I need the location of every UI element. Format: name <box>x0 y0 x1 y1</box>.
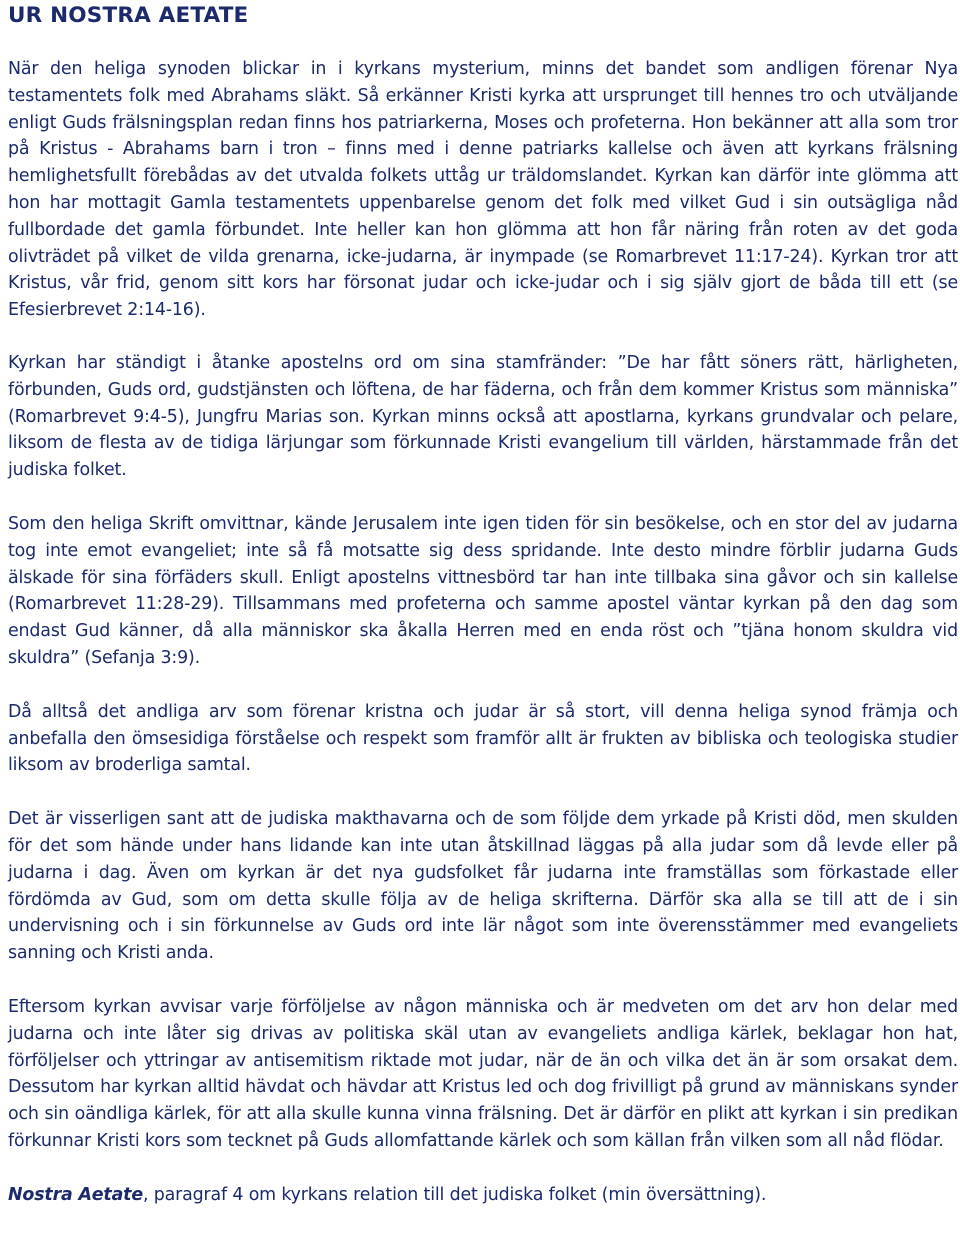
paragraph-1: När den heliga synoden blickar in i kyrkans mysterium, minns det bandet som andligen förenar Nya testamentets folk med Abrahams släkt. Så erkänner Kristi kyrka att ursprunget till hennes tro och utväljande enligt Guds frälsningsplan redan finns hos patriarkerna, Moses och profeterna. Hon bekänner att alla som tror på Kristus - Abrahams barn i tron – finns med i denne patriarks kallelse och även att kyrkans frälsning hemlighetsfullt förebådas av det utvalda folkets uttåg ur träldomslandet. Kyrkan kan därför inte glömma att hon har mottagit Gamla testamentets uppenbarelse genom det folk med vilket Gud i sin outsägliga nåd fullbordade det gamla förbundet. Inte heller kan hon glömma att hon får näring från roten av det goda olivträdet på vilket de vilda grenarna, icke-judarna, är inympade (se Romarbrevet 11:17-24). Kyrkan tror att Kristus, vår frid, genom sitt kors har försonat judar och icke-judar och i sig själv gjort de båda till ett (se Efesierbrevet 2:14-16). <box>8 59 958 321</box>
caption-text: , paragraf 4 om kyrkans relation till det judiska folket (min översättning). <box>143 1184 767 1205</box>
document-title: UR NOSTRA AETATE <box>8 3 249 28</box>
paragraph-3: Som den heliga Skrift omvittnar, kände Jerusalem inte igen tiden för sin besökelse, och en stor del av judarna tog inte emot evangeliet; inte så få motsatte sig dess spridande. Inte desto mindre förblir judarna Guds älskade för sina förfäders skull. Enligt apostelns vittnesbörd tar han inte tillbaka sina gåvor och sin kallelse (Romarbrevet 11:28-29). Tillsammans med profeterna och samme apostel väntar kyrkan på den dag som endast Gud känner, då alla människor ska åkalla Herren med en enda röst och ”tjäna honom skuldra vid skuldra” (Sefanja 3:9). <box>8 513 958 668</box>
paragraph-6: Eftersom kyrkan avvisar varje förföljelse av någon människa och är medveten om det arv hon delar med judarna och inte låter sig drivas av politiska skäl utan av evangeliets andliga kärlek, beklagar hon hat, förföljelser och yttringar av antisemitism riktade mot judar, när de än och vilka det än är som orsakat dem. Dessutom har kyrkan alltid hävdat och hävdar att Kristus led och dog frivilligt på grund av människans synder och sin oändliga kärlek, för att alla skulle kunna vinna frälsning. Det är därför en plikt att kyrkan i sin predikan förkunnar Kristi kors som tecknet på Guds allomfattande kärlek och som källan från vilken som all nåd flödar. <box>8 996 958 1151</box>
source-caption <box>8 1182 958 1209</box>
document-page <box>8 0 958 1208</box>
paragraph-5: Det är visserligen sant att de judiska makthavarna och de som följde dem yrkade på Kristi död, men skulden för det som hände under hans lidande kan inte utan åtskillnad läggas på alla judar som då levde eller på judarna i dag. Även om kyrkan är det nya gudsfolket får judarna inte framställas som förkastade eller fördömda av Gud, som om detta skulle följa av de heliga skrifterna. Därför ska alla se till att de i sin undervisning och i sin förkunnelse av Guds ord inte lär något som inte överensstämmer med evangeliets sanning och Kristi anda. <box>8 809 958 964</box>
paragraph-2: Kyrkan har ständigt i åtanke apostelns ord om sina stamfränder: ”De har fått söners rätt, härligheten, förbunden, Guds ord, gudstjänsten och löftena, de har fäderna, och från dem kommer Kristus som människa” (Romarbrevet 9:4-5), Jungfru Marias son. Kyrkan minns också att apostlarna, kyrkans grundvalar och pelare, liksom de flesta av de tidiga lärjungar som förkunnade Kristi evangelium till världen, härstammade från det judiska folket. <box>8 352 958 481</box>
caption-emphasis: Nostra Aetate <box>8 1184 143 1205</box>
paragraph-4: Då alltså det andliga arv som förenar kristna och judar är så stort, vill denna heliga synod främja och anbefalla den ömsesidiga förståelse och respekt som framför allt är frukten av bibliska och teologiska studier liksom av broderliga samtal. <box>8 701 958 776</box>
